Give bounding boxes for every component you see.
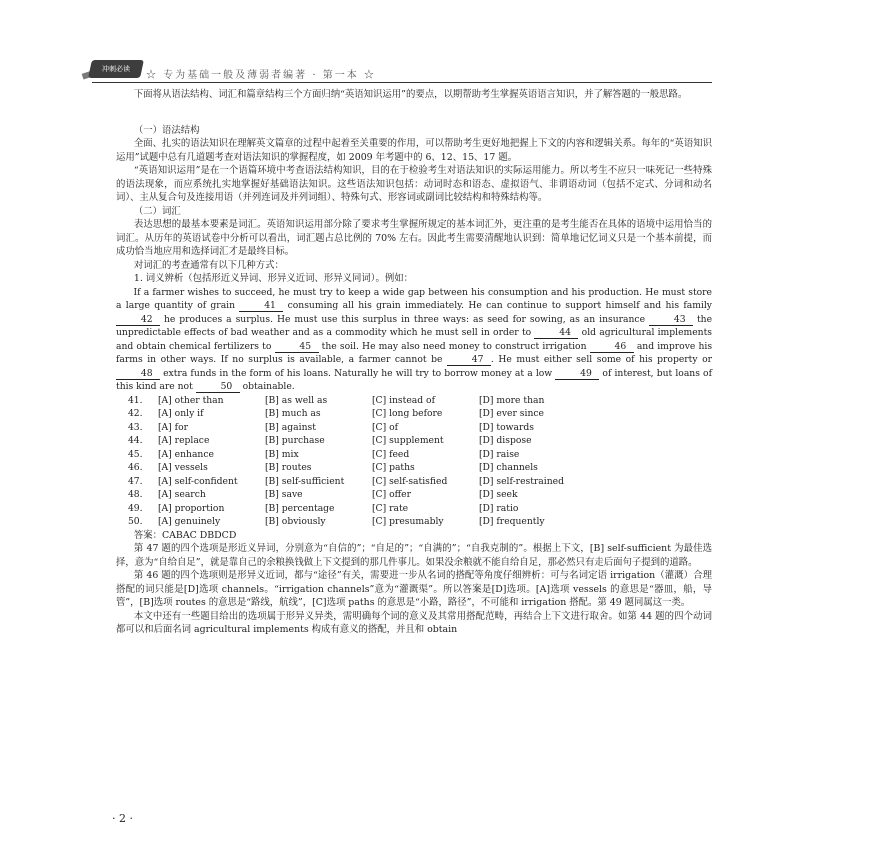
option-number: 48. [127,489,143,500]
main-content [116,88,712,637]
option-number: 46. [127,462,143,473]
option-b: [B] mix [264,448,299,460]
vocabulary-paragraph-1: 表达思想的最基本要素是词汇。英语知识运用部分除了要求考生掌握所规定的基本词汇外，更注重的是考生能否在具体的语境中运用恰当的词汇。从历年的英语试卷中分析可以看出，词汇题占总比例的 70% 左右。因此考生需要清醒地认识到：简单地记忆词义只是一个基本前提，而成功恰当地应用和选择词汇才是最终目标。 [116,219,712,257]
grammar-paragraph-1: 全面、扎实的语法知识在理解英文篇章的过程中起着至关重要的作用，可以帮助考生更好地把握上下文的内容和逻辑关系。每年的“英语知识运用”试题中总有几道题考查对语法知识的掌握程度，如 2009 年考题中的 6、12、15、17 题。 [116,138,712,163]
option-a: [A] other than [157,394,224,406]
option-d: [D] more than [478,394,545,406]
option-a: [A] search [157,489,206,500]
option-a: [A] enhance [157,448,214,460]
blank-45: 45 [275,341,319,353]
blank-48: 48 [116,368,160,380]
option-d: [D] towards [478,421,534,433]
option-number: 50. [127,516,143,527]
option-number: 44. [127,435,143,446]
header-logo-text: 冲刺必读 [102,65,130,73]
option-row [128,407,586,421]
option-c: [C] paths [371,462,415,473]
option-b: [B] obviously [264,516,326,527]
blank-49: 49 [555,368,599,380]
blank-44: 44 [534,327,578,339]
blank-46: 46 [590,341,634,353]
option-row [128,434,586,448]
blank-47: 47 [447,354,491,366]
option-d: [D] ever since [478,408,544,419]
explanation-last: 本文中还有一些题目给出的选项属于形异义异类，需明确每个词的意义及其常用搭配范畴，再结合上下文进行取舍。如第 44 题的四个动词都可以和后面名词 agricultural implements 构成有意义的搭配，并且和 obtain [116,610,712,635]
option-c: [C] instead of [371,394,435,406]
option-a: [A] genuinely [157,516,221,527]
option-number: 47. [127,475,143,487]
header-rule [92,82,712,83]
blank-50: 50 [196,381,240,393]
option-c: [C] supplement [371,435,444,446]
option-d: [D] ratio [478,502,519,514]
option-a: [A] only if [157,408,204,419]
option-d: [D] seek [478,489,518,500]
option-row [128,421,586,435]
option-number: 42. [127,408,143,419]
option-d: [D] frequently [478,516,545,527]
options-table [128,394,586,529]
option-b: [B] self-sufficient [264,475,345,487]
running-title: ☆ 专为基础一般及薄弱者编著 · 第一本 ☆ [146,70,376,81]
option-c: [C] feed [371,448,410,460]
option-b: [B] routes [264,462,312,473]
option-row [128,502,586,516]
option-row [128,394,586,408]
option-a: [A] for [157,421,189,433]
section-heading-vocabulary: （二）词汇 [133,205,181,217]
option-b: [B] as well as [264,394,328,406]
blank-42: 42 [116,314,160,326]
option-c: [C] of [371,421,399,433]
option-b: [B] against [264,421,316,433]
option-d: [D] channels [478,462,538,473]
vocabulary-paragraph-3: 1. 词义辨析（包括形近义异词、形异义近词、形异义同词）。例如： [133,273,413,284]
option-b: [B] much as [264,408,321,419]
option-c: [C] self-satisfied [371,475,448,487]
header-logo [88,60,144,78]
option-row [128,448,586,462]
blank-43: 43 [649,314,693,326]
blank-41: 41 [239,300,283,312]
option-b: [B] purchase [264,435,325,446]
option-c: [C] rate [371,502,409,514]
option-row [128,475,586,489]
option-a: [A] proportion [157,502,225,514]
option-a: [A] vessels [157,462,208,473]
option-row [128,515,586,529]
page-number: · 2 · [112,812,133,825]
option-number: 49. [127,502,143,514]
section-heading-grammar: （一）语法结构 [133,124,200,136]
explanation-46: 第 46 题的四个选项则是形异义近词，都与“途径”有关，需要进一步从名词的搭配等角度仔细辨析：可与名词定语 irrigation（灌溉）合理搭配的词只能是[D]选项 channels。“irrigation channels”意为“灌溉渠”。所以答案是[D]选项。[A]选项 vessels 的意思是“器皿，船，导管”，[B]选项 routes 的意思是“路线，航线”，[C]选项 paths 的意思是“小路，路径”，不可能和 irrigation 搭配。第 49 题同属这一类。 [116,570,712,608]
option-row [128,488,586,502]
option-b: [B] save [264,489,303,500]
vocabulary-paragraph-2: 对词汇的考查通常有以下几种方式： [133,259,284,271]
option-number: 45. [127,448,143,460]
explanation-47: 第 47 题的四个选项是形近义异词，分别意为“自信的”；“自足的”；“自满的”；“自我克制的”。根据上下文，[B] self-sufficient 为最佳选择，意为“自给自足”，就是靠自己的余粮换钱做上下文提到的那几件事儿。如果没余粮就不能自给自足，那必然只有走后面句子提到的道路。 [116,543,712,568]
option-d: [D] raise [478,448,520,460]
option-number: 43. [127,421,143,433]
option-a: [A] self-confident [157,475,238,487]
option-row [128,461,586,475]
option-c: [C] offer [371,489,411,500]
grammar-paragraph-2: “英语知识运用”是在一个语篇环境中考查语法结构知识，目的在于检验考生对语法知识的实际运用能力。所以考生不应只一味死记一些特殊的语法现象，而应系统扎实地掌握好基础语法知识。这些语法知识包括：动词时态和语态、虚拟语气、非谓语动词（包括不定式、分词和动名词）、主从复合句及连接用语（并列连词及并列词组）、特殊句式、形容词或副词比较结构和特殊结构等。 [116,165,712,203]
option-number: 41. [127,394,143,406]
option-a: [A] replace [157,435,210,446]
option-b: [B] percentage [264,502,335,514]
answer-line: 答案：CABAC DBDCD [133,529,237,541]
intro-paragraph: 下面将从语法结构、词汇和篇章结构三个方面归纳“英语知识运用”的要点，以期帮助考生掌握英语语言知识，并了解答题的一般思路。 [133,89,688,100]
option-d: [D] self-restrained [478,475,564,487]
option-c: [C] presumably [371,516,444,527]
cloze-passage: If a farmer wishes to succeed, he must try to keep a wide gap between his consumption and his production. He must store a large quantity of grain 41 consuming all his grain immediately. He can continue to support himself and his family 42 he produces a surplus. He must use this surplus in three ways: as seed for sowing, as an insurance 43 the unpredictable effects of bad weather and as a commodity which he must sell in order to 44 old agricultural implements and obtain chemical fertilizers to 45 the soil. He may also need money to construct irrigation 46 and improve his farms in other ways. If no surplus is available, a farmer cannot be 47 . He must either sell some of his property or 48 extra funds in the form of his loans. Naturally he will try to borrow money at a low 49 of interest, but loans of this kind are not 50 obtainable. [116,286,713,392]
option-d: [D] dispose [478,435,532,446]
option-c: [C] long before [371,408,443,419]
